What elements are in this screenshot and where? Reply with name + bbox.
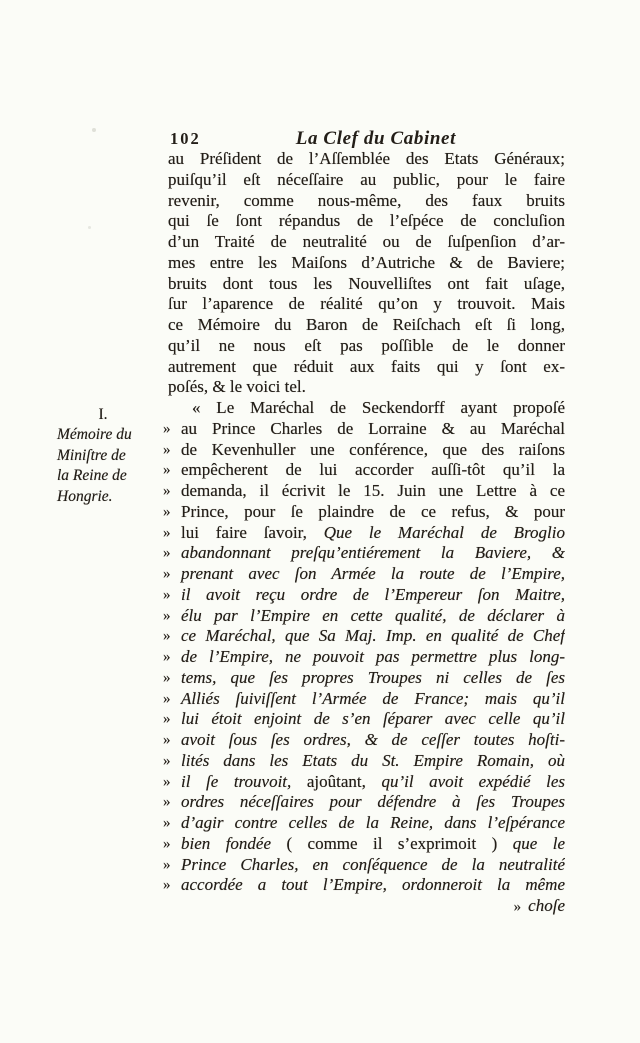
text-segment: mes entre les Maiſons d’Autriche & de Baviere; <box>168 252 565 272</box>
margin-note-lines <box>57 425 159 507</box>
quote-line-text <box>181 772 565 793</box>
text-segment: empêcherent de lui accorder auſſi-tôt qu’il la <box>181 460 565 480</box>
quote-line-text <box>181 668 565 689</box>
quote-marker: » <box>163 711 171 728</box>
text-line <box>163 875 565 896</box>
margin-note-number: I. <box>98 406 108 423</box>
text-line <box>163 419 565 440</box>
italic-text-segment: ce Maréchal, que Sa Maj. Imp. en qualité de Chef <box>181 626 565 646</box>
text-line <box>163 855 565 876</box>
page-header <box>163 128 565 150</box>
quote-line-text <box>181 585 565 606</box>
text-segment: demanda, il écrivit le 15. Juin une Lettre à ce <box>181 481 565 500</box>
quote-marker: » <box>163 566 171 582</box>
quote-line-text <box>181 626 565 647</box>
text-segment: lui faire ſavoir, <box>181 522 324 542</box>
margin-note-line: Mémoire du <box>57 426 132 444</box>
text-line <box>163 606 565 627</box>
quote-marker: » <box>163 773 171 790</box>
quote-line-text <box>181 481 565 502</box>
quote-marker: » <box>163 649 171 665</box>
text-segment: poſés, & le voici tel. <box>168 377 306 397</box>
quote-marker: » <box>163 545 171 562</box>
quote-line-text <box>181 834 565 855</box>
italic-text-segment: bien fondée <box>181 833 287 853</box>
quote-line-text <box>181 543 565 564</box>
text-line <box>163 772 565 793</box>
text-line <box>163 502 565 523</box>
text-line <box>163 834 565 855</box>
italic-text-segment: élu par l’Empire en cette qualité, de déclarer à <box>181 605 565 625</box>
italic-text-segment: prenant avec ſon Armée la route de l’Empire, <box>181 564 565 583</box>
italic-text-segment: que le <box>512 833 565 853</box>
italic-text-segment: il avoit reçu ordre de l’Empereur ſon Maitre, <box>181 584 565 604</box>
quote-line-text <box>181 813 565 834</box>
quote-line-text <box>181 751 565 772</box>
italic-text-segment: il ſe trouvoit, <box>181 771 307 791</box>
italic-text-segment: de l’Empire, ne pouvoit pas permettre plus long- <box>181 647 565 666</box>
quote-line-text <box>181 523 565 544</box>
text-line <box>163 543 565 564</box>
text-line <box>163 191 565 212</box>
quote-marker: » <box>163 877 171 894</box>
text-line <box>163 813 565 834</box>
text-line <box>163 523 565 544</box>
quote-line-text <box>181 460 565 481</box>
ink-speck <box>92 128 96 132</box>
quote-line-text <box>181 730 565 751</box>
quote-marker: » <box>163 669 171 686</box>
text-line <box>163 440 565 461</box>
quote-marker: » <box>163 420 171 437</box>
quote-line-text <box>181 502 565 523</box>
text-segment: d’un Traité de neutralité ou de ſuſpenſion d’ar- <box>168 232 565 251</box>
quote-marker: » <box>163 607 171 624</box>
text-segment: de Kevenhuller une conférence, que des raiſons <box>181 439 565 459</box>
quote-marker: » <box>163 815 171 831</box>
text-line <box>163 585 565 606</box>
quote-marker: » <box>163 586 171 603</box>
text-line <box>163 730 565 751</box>
body-text <box>163 149 565 917</box>
quote-marker: » <box>163 503 171 520</box>
quote-line-text <box>181 689 565 710</box>
text-line <box>163 232 565 253</box>
text-segment: ce Mémoire du Baron de Reiſchach eſt ſi long, <box>168 315 565 334</box>
text-line <box>163 170 565 191</box>
italic-text-segment: accordée a tout l’Empire, ordonneroit la même <box>181 875 565 895</box>
quote-line-text <box>181 440 565 461</box>
quote-marker: » <box>163 794 171 811</box>
margin-note-line: la Reine de <box>57 467 127 485</box>
margin-note-line: Miniſtre de <box>57 446 126 464</box>
text-line <box>163 294 565 315</box>
italic-text-segment: qu’il avoit expédié les <box>381 771 565 791</box>
text-segment: qui ſe ſont répandus de l’eſpéce de concluſion <box>168 211 565 231</box>
quote-marker: » <box>163 732 171 748</box>
text-segment: bruits dont tous les Nouvelliſtes ont fait uſage, <box>168 273 565 293</box>
margin-note-line: Hongrie. <box>57 487 113 505</box>
text-line <box>163 336 565 357</box>
quote-marker: » <box>163 524 171 541</box>
quote-marker: » <box>163 441 171 458</box>
text-line <box>163 709 565 730</box>
quote-line-text <box>181 419 565 440</box>
italic-text-segment: Prince Charles, en conſéquence de la neutralité <box>181 854 565 874</box>
quote-line-text <box>181 647 565 668</box>
quote-line-text <box>181 709 565 730</box>
italic-text-segment: lui étoit enjoint de s’en ſéparer avec celle qu’il <box>181 709 565 729</box>
text-line <box>163 274 565 295</box>
text-segment: ajoûtant, <box>306 771 382 791</box>
italic-text-segment: Alliés ſuiviſſent l’Armée de France; mais qu’il <box>181 688 565 708</box>
catchword: choſe <box>528 896 565 915</box>
italic-text-segment: tems, que ſes propres Troupes ni celles de ſes <box>181 667 565 687</box>
italic-text-segment: lités dans les Etats du St. Empire Romain, où <box>181 750 565 770</box>
text-segment: Prince, pour ſe plaindre de ce refus, & pour <box>181 501 565 521</box>
quote-marker: » <box>163 483 171 499</box>
text-line <box>163 460 565 481</box>
text-line <box>163 792 565 813</box>
text-line <box>163 253 565 274</box>
catchword-line <box>163 896 565 917</box>
text-line <box>163 668 565 689</box>
running-title: La Clef du Cabinet <box>295 128 456 149</box>
text-line <box>163 211 565 232</box>
italic-text-segment: avoit ſous ſes ordres, & de ceſſer toutes hoſti- <box>181 730 565 749</box>
text-segment: puiſqu’il eſt néceſſaire au public, pour le faire <box>168 169 565 189</box>
text-line <box>163 689 565 710</box>
text-line <box>163 377 565 398</box>
text-segment: au Prince Charles de Lorraine & au Maréchal <box>181 418 565 438</box>
text-segment: autrement que réduit aux faits qui y ſont ex- <box>168 356 565 376</box>
quote-marker: » <box>163 628 171 645</box>
text-line <box>163 647 565 668</box>
text-line <box>163 315 565 336</box>
page-number: 102 <box>170 129 201 148</box>
quote-line-text <box>181 875 565 896</box>
text-segment: qu’il ne nous eſt pas poſſible de le donner <box>168 335 565 355</box>
quote-marker: » <box>513 899 522 915</box>
text-line <box>163 626 565 647</box>
text-segment: « Le Maréchal de Seckendorff ayant propoſé <box>192 398 565 417</box>
quote-line-text <box>181 855 565 876</box>
text-segment: revenir, comme nous-même, des faux bruits <box>168 190 565 210</box>
quote-marker: » <box>163 462 171 479</box>
quote-marker: » <box>163 856 171 873</box>
quote-marker: » <box>163 690 171 707</box>
quote-line-text <box>181 606 565 627</box>
quote-marker: » <box>163 835 171 852</box>
text-segment: au Préſident de l’Aſſemblée des Etats Généraux; <box>168 149 565 168</box>
text-line <box>163 564 565 585</box>
text-segment: ( comme il s’exprimoit ) <box>286 833 513 853</box>
italic-text-segment: ordres néceſſaires pour défendre à ſes Troupes <box>181 792 565 812</box>
text-segment: ſur l’aparence de réalité qu’on y trouvoit. Mais <box>168 294 565 314</box>
italic-text-segment: Que le Maréchal de Broglio <box>323 522 565 542</box>
text-line <box>163 357 565 378</box>
quote-line-text <box>181 564 565 585</box>
quote-marker: » <box>163 752 171 769</box>
quote-line-text <box>181 792 565 813</box>
text-line <box>163 398 565 419</box>
text-line <box>163 481 565 502</box>
ink-speck <box>88 226 91 229</box>
italic-text-segment: d’agir contre celles de la Reine, dans l’eſpérance <box>181 813 565 832</box>
margin-note <box>57 405 159 507</box>
text-line <box>163 751 565 772</box>
text-line <box>163 149 565 170</box>
italic-text-segment: abandonnant preſqu’entiérement la Baviere, & <box>181 543 565 563</box>
